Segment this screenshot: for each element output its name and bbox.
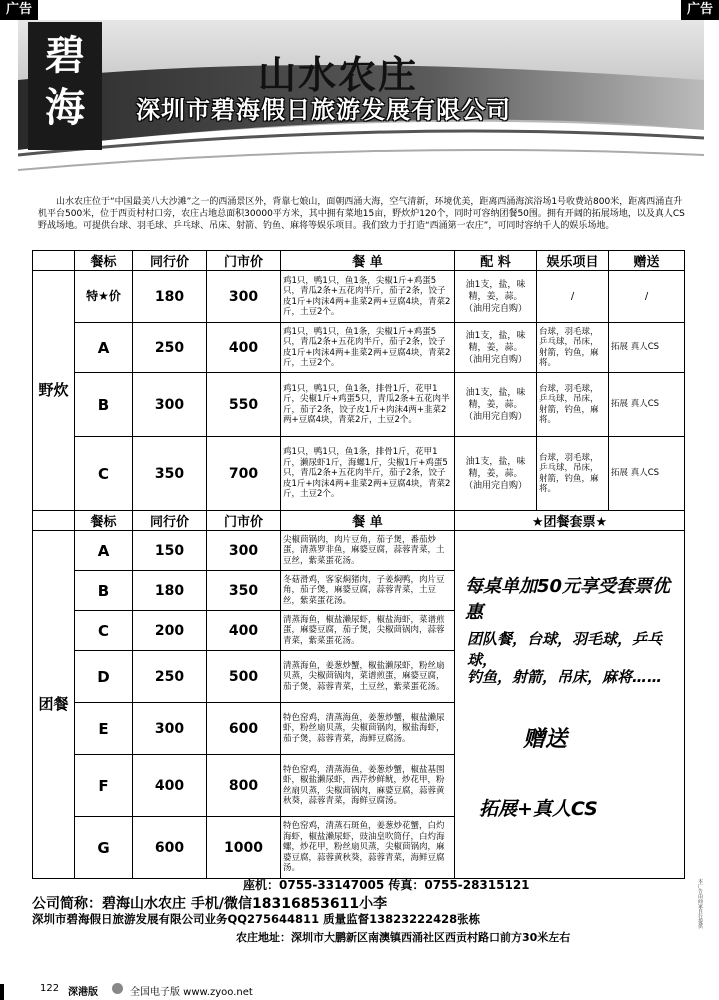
menu-cell: 鸡1只，鸭1只，鱼1条，尖椒1斤+鸡蛋5只，青瓜2条+五花肉半斤，茄子2条，饺子皮1斤+肉沫4两+韭菜2两+豆腐4块，青菜2斤，土豆2个。 bbox=[281, 323, 455, 373]
retail-price-cell: 350 bbox=[207, 571, 281, 611]
contact-short-name: 公司简称：碧海山水农庄 手机/微信18316853611小李 bbox=[32, 896, 388, 912]
tier-cell: G bbox=[75, 817, 133, 879]
entertainment-cell: 台球，羽毛球，乒乓球，吊床，射箭，钓鱼，麻将。 bbox=[537, 373, 609, 437]
peer-price-cell: 250 bbox=[133, 651, 207, 703]
promo-line-3: 钓鱼，射箭，吊床，麻将…… bbox=[467, 667, 663, 686]
table-row bbox=[33, 437, 685, 511]
intro-paragraph: 山水农庄位于“中国最美八大沙滩”之一的西涌景区外，背靠七娘山，面朝西涌大海，空气清新，环境优美，距离西涌海滨浴场1号收费站800米，距离西涌直升机平台500米，位于西贡村村口旁，农庄占地总面积30000平方米，其中拥有菜地15亩，野炊炉120个，同时可容纳团餐50围。拥有开阔的拓展场地，以及真人CS野战场地。可提供台球、羽毛球、乒乓球、吊床、射箭、钓鱼、麻将等娱乐项目。我们致力于打造“西涌第一农庄”，可同时容纳千人的娱乐场地。 bbox=[38, 197, 685, 231]
company-name: 深圳市碧海假日旅游发展有限公司 bbox=[136, 96, 511, 124]
gift-cell: 拓展 真人CS bbox=[609, 373, 685, 437]
entertainment-cell: 台球，羽毛球，乒乓球，吊床，射箭，钓鱼，麻将。 bbox=[537, 323, 609, 373]
ad-label-left: 广告 bbox=[0, 0, 38, 20]
gift-cell: 拓展 真人CS bbox=[609, 437, 685, 511]
logo-char-2: 海 bbox=[45, 85, 85, 131]
condiments-text: 油1支，盐，味精，姜，蒜。 bbox=[465, 387, 526, 410]
condiments-note: （油用完自购） bbox=[463, 411, 527, 422]
retail-price-cell: 700 bbox=[207, 437, 281, 511]
retail-price-cell: 500 bbox=[207, 651, 281, 703]
condiments-note: （油用完自购） bbox=[463, 303, 527, 314]
tier-cell: B bbox=[75, 571, 133, 611]
condiments-note: （油用完自购） bbox=[463, 480, 527, 491]
promo-extra: 拓展+真人CS bbox=[479, 797, 598, 820]
tier-cell: F bbox=[75, 755, 133, 817]
contact-company: 深圳市碧海假日旅游发展有限公司业务QQ275644811 质量监督13823222428张栋 bbox=[32, 912, 481, 926]
menu-cell: 特色窑鸡，清蒸石斑鱼，姜葱炒花蟹，白灼海虾，椒盐濑尿虾，豉油皇吹筒仔，白灼海螺，炒花甲，粉丝扇贝蒸，尖椒茴锅肉，麻婆豆腐，蒜蓉黄秋葵，蒜蓉青菜，海鲜豆腐汤。 bbox=[281, 817, 455, 879]
peer-price-cell: 300 bbox=[133, 703, 207, 755]
retail-price-cell: 550 bbox=[207, 373, 281, 437]
peer-price-cell: 250 bbox=[133, 323, 207, 373]
retail-price-cell: 800 bbox=[207, 755, 281, 817]
condiments-cell bbox=[455, 323, 537, 373]
group-header-row bbox=[33, 511, 685, 531]
corner-cell bbox=[33, 511, 75, 531]
peer-price-cell: 180 bbox=[133, 271, 207, 323]
tier-cell: C bbox=[75, 611, 133, 651]
condiments-cell bbox=[455, 373, 537, 437]
retail-price-cell: 300 bbox=[207, 531, 281, 571]
picnic-header-row bbox=[33, 251, 685, 271]
header-menu: 餐 单 bbox=[281, 251, 455, 271]
group-package-box bbox=[455, 531, 685, 879]
header-entertainment: 娱乐项目 bbox=[537, 251, 609, 271]
retail-price-cell: 300 bbox=[207, 271, 281, 323]
ad-label-right: 广告 bbox=[681, 0, 719, 20]
menu-cell: 鸡1只，鸭1只，鱼1条，排骨1斤，花甲1斤，濑尿虾1斤，海螺1斤，尖椒1斤+鸡蛋5只，青瓜2条+五花肉半斤，茄子2条，饺子皮1斤+肉沫4两+韭菜2两+豆腐4块，青菜2斤，土豆2个。 bbox=[281, 437, 455, 511]
contact-address: 农庄地址：深圳市大鹏新区南澳镇西涌社区西贡村路口前方30米左右 bbox=[236, 931, 571, 944]
header-retail-price: 门市价 bbox=[207, 511, 281, 531]
page-number: 122 bbox=[40, 983, 60, 994]
header-peer-price: 同行价 bbox=[133, 511, 207, 531]
header-retail-price: 门市价 bbox=[207, 251, 281, 271]
entertainment-cell: / bbox=[537, 271, 609, 323]
tier-cell: B bbox=[75, 373, 133, 437]
side-disclaimer: 本广告由商家自行提供 bbox=[698, 879, 704, 930]
menu-cell: 特色窑鸡，清蒸海鱼，姜葱炒蟹，椒盐基围虾，椒盐濑尿虾，西芹炒鲜鱿，炒花甲，粉丝扇贝蒸，尖椒茴锅肉，麻婆豆腐，蒜蓉黄秋葵，蒜蓉青菜，海鲜豆腐汤。 bbox=[281, 755, 455, 817]
table-row bbox=[33, 271, 685, 323]
condiments-cell bbox=[455, 271, 537, 323]
edition-label: 深港版 bbox=[68, 987, 98, 998]
tier-cell: C bbox=[75, 437, 133, 511]
header-banner bbox=[18, 20, 704, 188]
table-row bbox=[33, 531, 685, 571]
condiments-cell bbox=[455, 437, 537, 511]
header-peer-price: 同行价 bbox=[133, 251, 207, 271]
menu-cell: 尖椒茴锅肉，肉片豆角，茄子煲，番茄炒蛋，清蒸罗非鱼，麻婆豆腐，蒜蓉青菜，土豆丝，紫菜蛋花汤。 bbox=[281, 531, 455, 571]
header-tier: 餐标 bbox=[75, 511, 133, 531]
tier-cell: A bbox=[75, 323, 133, 373]
header-group-package: ★团餐套票★ bbox=[455, 511, 685, 531]
table-row bbox=[33, 373, 685, 437]
tier-cell: E bbox=[75, 703, 133, 755]
tier-cell: D bbox=[75, 651, 133, 703]
corner-cell bbox=[33, 251, 75, 271]
condiments-note: （油用完自购） bbox=[463, 354, 527, 365]
header-condiments: 配 料 bbox=[455, 251, 537, 271]
table-row bbox=[33, 323, 685, 373]
menu-cell: 鸡1只，鸭1只，鱼1条，排骨1斤，花甲1斤，尖椒1斤+鸡蛋5只，青瓜2条+五花肉半斤，茄子2条，饺子皮1斤+肉沫4两+韭菜2两+豆腐4块，青菜2斤，土豆2个。 bbox=[281, 373, 455, 437]
menu-cell: 清蒸海鱼，姜葱炒蟹，椒盐濑尿虾，粉丝扇贝蒸，尖椒茴锅肉，菜谱煎蛋，麻婆豆腐，茄子煲，蒜蓉青菜，土豆丝，紫菜蛋花汤。 bbox=[281, 651, 455, 703]
tier-cell: 特★价 bbox=[75, 271, 133, 323]
peer-price-cell: 300 bbox=[133, 373, 207, 437]
page-footer bbox=[0, 981, 719, 999]
price-table bbox=[32, 250, 685, 879]
peer-price-cell: 350 bbox=[133, 437, 207, 511]
national-edition-link[interactable]: 全国电子版 www.zyoo.net bbox=[130, 987, 253, 998]
header-tier: 餐标 bbox=[75, 251, 133, 271]
menu-cell: 鸡1只，鸭1只，鱼1条，尖椒1斤+鸡蛋5只，青瓜2条+五花肉半斤，茄子2条，饺子皮1斤+肉沫4两+韭菜2两+豆腐4块，青菜2斤，土豆2个。 bbox=[281, 271, 455, 323]
peer-price-cell: 400 bbox=[133, 755, 207, 817]
entertainment-cell: 台球，羽毛球，乒乓球，吊床，射箭，钓鱼，麻将。 bbox=[537, 437, 609, 511]
header-menu: 餐 单 bbox=[281, 511, 455, 531]
category-group: 团餐 bbox=[33, 531, 75, 879]
retail-price-cell: 1000 bbox=[207, 817, 281, 879]
promo-line-2: 团队餐，台球，羽毛球，乒乓球， bbox=[467, 629, 663, 669]
category-picnic: 野炊 bbox=[33, 271, 75, 511]
promo-line-1: 每桌单加50元享受套票优惠 bbox=[465, 575, 671, 623]
logo-bihai bbox=[28, 22, 102, 150]
menu-cell: 清蒸海鱼，椒盐濑尿虾，椒盐海虾，菜谱煎蛋，麻婆豆腐，茄子煲，尖椒茴锅肉，蒜蓉青菜，紫菜蛋花汤。 bbox=[281, 611, 455, 651]
gift-cell: 拓展 真人CS bbox=[609, 323, 685, 373]
promo-gift: 赠送 bbox=[523, 726, 568, 752]
condiments-text: 油1支，盐，味精，姜，蒜。 bbox=[465, 279, 526, 302]
header-gift: 赠送 bbox=[609, 251, 685, 271]
page-title: 山水农庄 bbox=[258, 53, 419, 97]
tier-cell: A bbox=[75, 531, 133, 571]
menu-cell: 冬菇滑鸡，客家焖猪肉，子姜焖鸭，肉片豆角，茄子煲，麻婆豆腐，蒜蓉青菜，土豆丝，紫菜蛋花汤。 bbox=[281, 571, 455, 611]
condiments-text: 油1支，盐，味精，姜，蒜。 bbox=[465, 330, 526, 353]
retail-price-cell: 400 bbox=[207, 611, 281, 651]
peer-price-cell: 600 bbox=[133, 817, 207, 879]
peer-price-cell: 200 bbox=[133, 611, 207, 651]
gift-cell: / bbox=[609, 271, 685, 323]
contact-phone: 座机：0755-33147005 传真：0755-28315121 bbox=[243, 878, 530, 892]
zyoo-logo-icon bbox=[112, 983, 123, 994]
retail-price-cell: 600 bbox=[207, 703, 281, 755]
menu-cell: 特色窑鸡，清蒸海鱼，姜葱炒蟹，椒盐濑尿虾，粉丝扇贝蒸，尖椒茴锅肉，椒盐海虾，茄子煲，蒜蓉青菜，海鲜豆腐汤。 bbox=[281, 703, 455, 755]
peer-price-cell: 150 bbox=[133, 531, 207, 571]
logo-char-1: 碧 bbox=[45, 33, 85, 79]
condiments-text: 油1支，盐，味精，姜，蒜。 bbox=[465, 456, 526, 479]
peer-price-cell: 180 bbox=[133, 571, 207, 611]
retail-price-cell: 400 bbox=[207, 323, 281, 373]
